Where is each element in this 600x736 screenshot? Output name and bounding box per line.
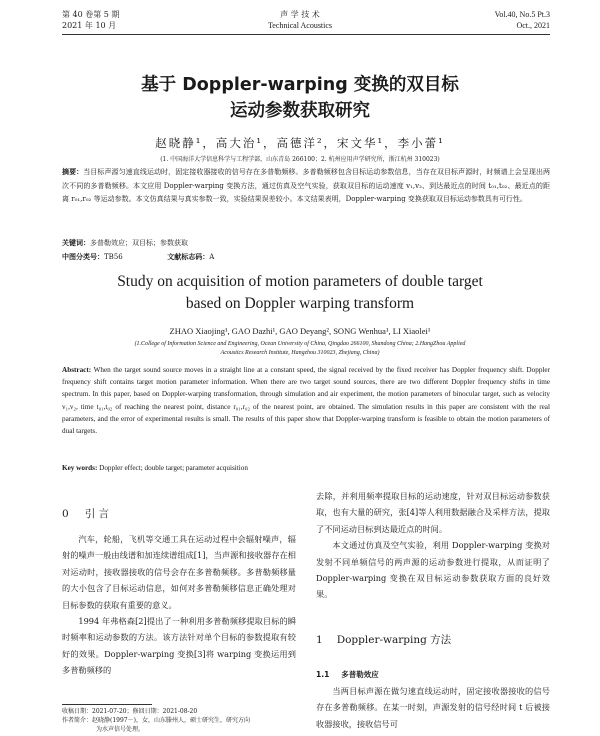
en-title-line1: Study on acquisition of motion parameters of double target <box>117 273 483 290</box>
cn-clc-label: 中图分类号： <box>62 253 104 261</box>
footnote-research-field: 为水声信号处理。 <box>96 726 145 733</box>
en-keywords-text: Doppler effect; double target; parameter acquisition <box>99 464 248 472</box>
en-abstract-text: When the target sound source moves in a straight line at a constant speed, the signal received by the fixed receiver has Doppler frequency shift. Doppler frequency shift contains target motion parameter information. When there are two target sound sources, there are two different Doppler frequency shifts in time spectrum. In this paper, based on Doppler-warping transformation, through simulation and air experiment, the motion parameters of binocular target, such as velocity v₁,v₂, time t₀₁,t₀₂ of reaching the nearest point, distance r₀₁,r₀₂ of the nearest point, are obtained. The simulation results in this paper are consistent with the real parameters, and the error of experimental results is small. The results of this paper show that Doppler-warping transform is feasible to obtain the motion parameters of dual targets. <box>62 366 550 436</box>
cn-affiliation: (1. 中国海洋大学信息科学与工程学部，山东青岛 266100；2. 杭州应用声学研究所，浙江杭州 310023) <box>160 156 440 163</box>
header-rule <box>62 34 550 35</box>
cn-authors: 赵晓静¹，高大治¹，高德洋²，宋文华¹，李小蕾¹ <box>155 136 445 150</box>
en-title-line2: based on Doppler warping transform <box>185 295 415 312</box>
cn-keywords-text: 多普勒效应；双目标；参数获取 <box>90 239 188 247</box>
cn-abstract <box>62 166 550 207</box>
cn-classification <box>62 251 214 264</box>
en-keywords-label: Key words: <box>62 464 98 472</box>
section-1-1-title: 多普勒效应 <box>341 670 379 679</box>
section-1-heading <box>316 632 451 647</box>
section-1-1-paragraph: 当两目标声源在做匀速直线运动时，固定接收器接收的信号存在多普勒频移。在某一时刻，声源发射的信号经时间 t 后被接收器接收，接收信号可 <box>316 686 550 729</box>
cn-keywords-label: 关键词： <box>62 239 90 247</box>
footnote-rule <box>62 704 152 705</box>
section-0-number: 0 <box>62 508 69 520</box>
cn-title-line1: 基于 Doppler-warping 变换的双目标 <box>141 75 459 95</box>
left-column-text <box>62 531 296 679</box>
journal-name-cn: 声 学 技 术 <box>280 10 320 19</box>
journal-month: Oct., 2021 <box>516 21 550 30</box>
cn-abstract-label: 摘要： <box>62 168 84 176</box>
en-keywords <box>62 462 550 474</box>
cn-abstract-text: 当目标声源匀速直线运动时，固定接收器接收的信号存在多普勒频移。多普勒频移包含目标运动参数信息，当存在双目标声源时，时频谱上会呈现出两次不同的多普勒频移。本文应用 Doppler-warping 变换方法，通过仿真及空气实验，获取双目标的运动速度 v₁,v₂、到达最近点的时间 t₀₁,t₀₂、最近点的距离 r₀₁,r₀₂ 等运动参数。本文仿真结果与真实参数一致，实验结果误差较小。本文结果表明，Doppler-warping 变换获取双目标运动参数具有可行性。 <box>62 168 551 204</box>
intro-paragraph-3: 本文通过仿真及空气实验，利用 Doppler-warping 变换对发射不同单频信号的两声源的运动参数进行提取，从而证明了 Doppler-warping 变换在双目标运动参数获取方面的良好效果。 <box>316 540 550 600</box>
footnote-dates: 收稿日期：2021-07-20；修回日期：2021-08-20 <box>62 708 198 715</box>
journal-date: 2021 年 10 月 <box>62 21 117 30</box>
en-affiliation-line1: (1.College of Information Science and Engineering, Ocean University of China, Qingdao 266100, Shandong China; 2.HangZhou Applied <box>134 341 466 347</box>
journal-name-en: Technical Acoustics <box>267 21 333 30</box>
footnote-author-bio: 作者简介：赵晓静(1997－)，女，山东滕州人，硕士研究生，研究方向 <box>62 717 250 724</box>
intro-paragraph-continued: 去除，并利用频率提取目标的运动速度，针对双目标运动参数获取，也有大量的研究，张[4]等人利用数据融合及采样方法，提取了不同运动目标到达最近点的时间。 <box>316 491 550 534</box>
cn-doc-value: A <box>209 253 215 261</box>
right-column-text-bottom <box>316 683 550 735</box>
section-1-title: Doppler-warping 方法 <box>336 634 452 646</box>
en-abstract <box>62 364 550 437</box>
section-1-1-number: 1.1 <box>316 670 330 679</box>
right-column-text-top <box>316 488 550 603</box>
intro-paragraph-2: 1994 年弗格森[2]提出了一种利用多普勒频移提取目标的瞬时频率和运动参数的方法。该方法针对单个目标的参数提取有较好的效果。Doppler-warping 变换[3]将 warping 变换运用到多普勒频移的 <box>62 616 296 676</box>
cn-title-line2: 运动参数获取研究 <box>230 101 370 121</box>
journal-volume: Vol.40, No.5 Pt.3 <box>494 10 550 19</box>
en-authors: ZHAO Xiaojing¹, GAO Dazhi¹, GAO Deyang², SONG Wenhua¹, LI Xiaolei¹ <box>169 326 431 336</box>
section-1-number: 1 <box>316 634 323 646</box>
en-abstract-label: Abstract: <box>62 366 92 374</box>
en-affiliation-line2: Acoustics Research Institute, Hangzhou 310023, Zhejiang, China) <box>220 350 380 356</box>
section-0-heading <box>62 506 109 521</box>
cn-keywords <box>62 237 188 250</box>
journal-issue: 第 40 卷第 5 期 <box>62 10 120 19</box>
cn-clc-value: TB56 <box>104 253 123 261</box>
intro-paragraph-1: 汽车，轮船，飞机等交通工具在运动过程中会辐射噪声，辐射的噪声一般由线谱和加连续谱组成[1]，当声源和接收器存在相对运动时，接收器接收的信号会存在多普勒频移。多普勒频移量的大小包含了目标运动信息，如何对多普勒频移信息正确处理对目标参数的获取有重要的意义。 <box>62 534 296 610</box>
cn-doc-label: 文献标志码： <box>167 253 210 261</box>
section-0-title: 引 言 <box>84 508 110 520</box>
section-1-1-heading <box>316 669 379 680</box>
